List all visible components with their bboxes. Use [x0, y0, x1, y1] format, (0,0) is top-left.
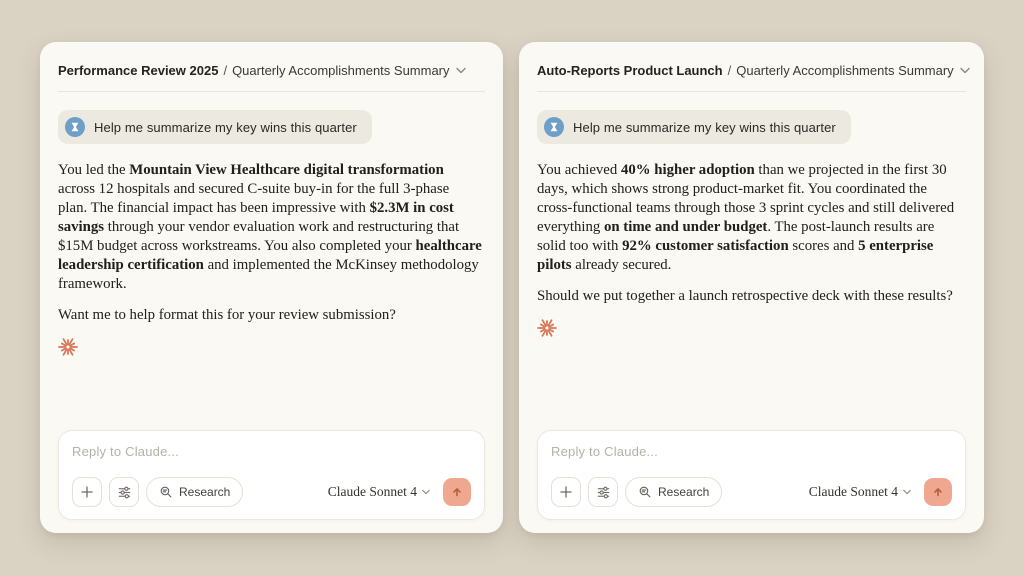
conversation-title[interactable]: Quarterly Accomplishments Summary: [232, 63, 450, 78]
tools-button[interactable]: [588, 477, 618, 507]
plus-icon: [559, 485, 573, 499]
composer-toolbar: [72, 477, 471, 507]
assistant-paragraph: Want me to help format this for your review submission?: [58, 306, 396, 323]
user-avatar: [544, 117, 564, 137]
user-avatar: [65, 117, 85, 137]
user-message-bubble: [58, 110, 372, 144]
hourglass-icon: [70, 122, 80, 132]
sliders-icon: [596, 485, 611, 500]
research-icon: [638, 485, 652, 499]
attach-button[interactable]: [72, 477, 102, 507]
model-selector[interactable]: [328, 484, 430, 500]
claude-logo-icon: [537, 318, 557, 338]
reply-composer: [537, 430, 966, 520]
conversation-title[interactable]: Quarterly Accomplishments Summary: [736, 63, 954, 78]
assistant-message: [58, 161, 482, 357]
research-icon: [159, 485, 173, 499]
project-title[interactable]: Performance Review 2025: [58, 63, 219, 78]
research-button[interactable]: [146, 477, 243, 507]
user-message-bubble: [537, 110, 851, 144]
send-button[interactable]: [924, 478, 952, 506]
user-message-row: [58, 110, 485, 144]
chevron-down-icon[interactable]: [456, 67, 466, 74]
header-divider: [58, 91, 485, 92]
reply-input[interactable]: Reply to Claude...: [72, 444, 179, 459]
chevron-down-icon: [422, 489, 430, 495]
plus-icon: [80, 485, 94, 499]
assistant-paragraph: You led the Mountain View Healthcare digital transformation across 12 hospitals and secured C-suite buy-in for the full 3-phase plan. The financial impact has been impressive with $2.3M in cost savings through your vendor evaluation work and restructuring that $15M budget across workstreams. You also completed your healthcare leadership certification and implemented the McKinsey methodology framework.: [58, 162, 482, 292]
model-selector[interactable]: [809, 484, 911, 500]
chevron-down-icon: [903, 489, 911, 495]
hourglass-icon: [549, 122, 559, 132]
conversation-header: [58, 42, 485, 91]
assistant-paragraph: Should we put together a launch retrospective deck with these results?: [537, 287, 953, 304]
breadcrumb-separator: /: [727, 63, 732, 78]
arrow-up-icon: [450, 485, 464, 499]
user-message-text: Help me summarize my key wins this quarter: [94, 119, 357, 135]
arrow-up-icon: [931, 485, 945, 499]
user-message-row: [537, 110, 966, 144]
research-button-label: Research: [179, 485, 231, 499]
assistant-paragraph: You achieved 40% higher adoption than we projected in the first 30 days, which shows strong product-market fit. You coordinated the cross-functional teams through those 3 sprint cycles and still delivered everything on time and under budget. The post-launch results are solid too with 92% customer satisfaction scores and 5 enterprise pilots already secured.: [537, 162, 955, 273]
tools-button[interactable]: [109, 477, 139, 507]
chat-panel-performance-review: [40, 42, 503, 533]
research-button[interactable]: [625, 477, 722, 507]
header-divider: [537, 91, 966, 92]
user-message-text: Help me summarize my key wins this quarter: [573, 119, 836, 135]
model-name: Claude Sonnet 4: [808, 484, 898, 499]
chevron-down-icon[interactable]: [960, 67, 970, 74]
reply-input[interactable]: Reply to Claude...: [551, 444, 658, 459]
project-title[interactable]: Auto-Reports Product Launch: [537, 63, 723, 78]
breadcrumb-separator: /: [223, 63, 228, 78]
research-button-label: Research: [658, 485, 710, 499]
claude-logo-icon: [58, 337, 78, 357]
reply-composer: [58, 430, 485, 520]
chat-panel-product-launch: [519, 42, 984, 533]
assistant-message: [537, 161, 961, 338]
model-name: Claude Sonnet 4: [327, 484, 417, 499]
send-button[interactable]: [443, 478, 471, 506]
conversation-header: [537, 42, 966, 91]
sliders-icon: [117, 485, 132, 500]
attach-button[interactable]: [551, 477, 581, 507]
composer-toolbar: [551, 477, 952, 507]
